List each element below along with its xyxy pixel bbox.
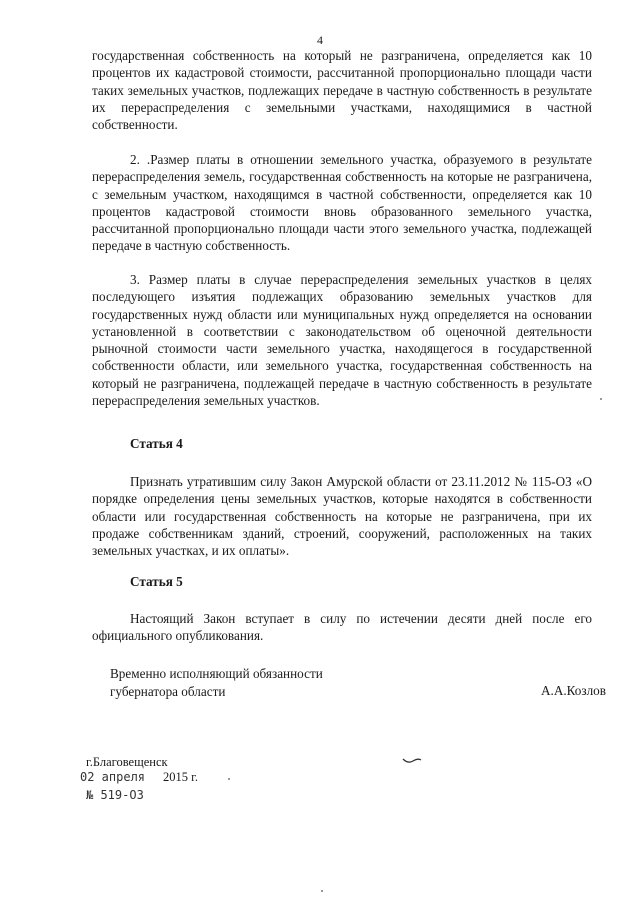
scan-speck xyxy=(321,890,323,892)
date-year: 2015 г. xyxy=(163,770,198,784)
paragraph-continuation: государственная собственность на который не разграничена, определяется как 10 процентов их кадастровой стоимости, рассчитанной пропорционально площади части таких земельных участков, подлежащих передаче в частную собственность в результате их перераспределения с земельными участками, находящимися в частной собственности. xyxy=(92,48,592,133)
article-4-heading: Статья 4 xyxy=(130,436,183,451)
article-5-heading: Статья 5 xyxy=(130,574,183,589)
scan-speck xyxy=(228,778,230,780)
paragraph-item-3: 3. Размер платы в случае перераспределения земельных участков в целях последующего изъятия подлежащих образованию земельных участков для государственных нужд области или муниципальных нужд определяется на основании установленной в соответствии с законодательством об оценочной деятельности рыночной стоимости части земельного участка, находящегося в государственной собственности области, или земельного участка, государственная собственность на который не разграничена, подлежащей передаче в частную собственность в результате перераспределения земельных участков. xyxy=(92,272,592,409)
article-5-text: Настоящий Закон вступает в силу по истечении десяти дней после его официального опубликования. xyxy=(92,611,592,644)
signatory-title-line1: Временно исполняющий обязанности xyxy=(110,666,323,681)
pen-mark-icon xyxy=(402,756,422,766)
date-line xyxy=(80,770,198,785)
date-stamp: 02 апреля xyxy=(80,770,146,784)
article-4-text: Признать утратившим силу Закон Амурской области от 23.11.2012 № 115-ОЗ «О порядке определения цены земельных участков, которые находятся в собственности области или государственная собственность на которые не разграничена, при их продаже собственникам зданий, строений, сооружений, расположенных на таких земельных участках, и их оплаты». xyxy=(92,474,592,559)
page-number: 4 xyxy=(317,33,323,47)
signatory-name: А.А.Козлов xyxy=(541,683,606,698)
signatory-title-line2: губернатора области xyxy=(110,684,226,699)
scan-speck xyxy=(600,398,602,400)
paragraph-item-2: 2. .Размер платы в отношении земельного участка, образуемого в результате перераспределения земель, государственная собственность на которые не разграничена, с земельным участком, находящимся в частной собственности, определяется как 10 процентов кадастровой стоимости вновь образованного земельного участка, рассчитанной пропорционально площади части этого земельного участка, подлежащей передаче в частную собственность. xyxy=(92,152,592,254)
law-number: № 519-ОЗ xyxy=(86,788,144,802)
city-name: г.Благовещенск xyxy=(86,755,168,769)
